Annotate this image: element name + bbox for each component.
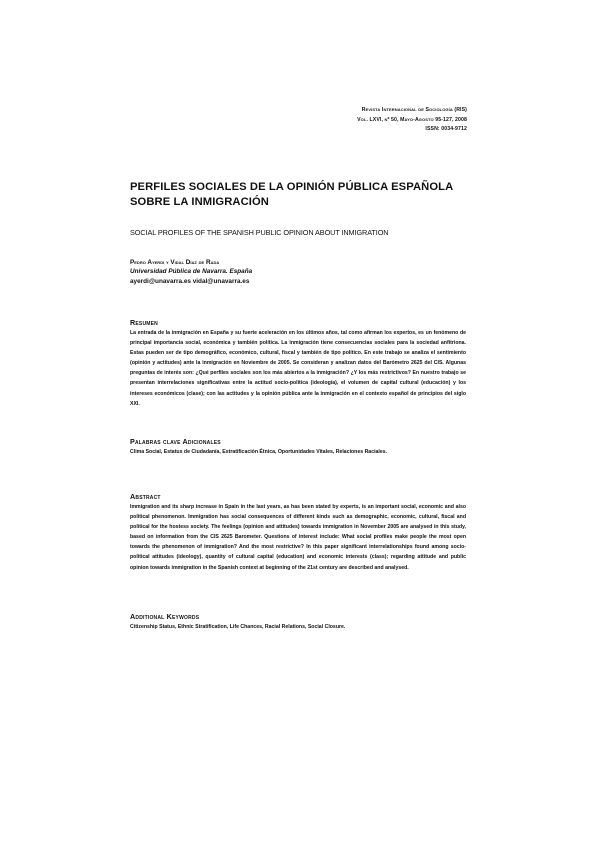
resumen-heading: Resumen <box>130 318 158 327</box>
journal-name: Revista Internacional de Sociología (RIS) <box>361 107 467 113</box>
journal-issn: ISSN: 0034-9712 <box>425 126 467 132</box>
palabras-heading: Palabras clave Adicionales <box>130 437 221 446</box>
author-affiliation: Universidad Pública de Navarra. España <box>130 268 253 276</box>
authors-block <box>130 258 470 286</box>
palabras-section <box>130 437 466 457</box>
abstract-text: Immigration and its sharp increase in Spain in the last years, as has been stated by experts, is an important social, economic and also political phenomenon. Immigration has social consequences of different kinds such as demographic, economic, cultural, fiscal and political for the hostess society. The feelings (opinion and attitudes) towards immigration in November 2005 are analysed in this study, based on information from the CIS 2625 Barometer. Questions of interest include: What social profiles make people the most open towards the phenomenon of immigration? And the most restrictive? In this paper significant interrelationships found among socio-political attitudes (ideology), quantity of cultural capital (education) and economic interests (class); regarding attitude and public opinion towards immigration in the Spanish context at beginning of the 21st century are described and analysed. <box>130 504 466 571</box>
abstract-section <box>130 492 466 573</box>
abstract-heading: Abstract <box>130 492 161 501</box>
resumen-section <box>130 318 466 409</box>
article-title <box>130 180 470 210</box>
title-line-2: SOBRE LA INMIGRACIÓN <box>130 196 269 208</box>
keywords-heading: Additional Keywords <box>130 612 200 621</box>
journal-info <box>357 106 467 135</box>
author-names: Pedro Ayerdi y Vidal Díaz de Rada <box>130 259 220 266</box>
title-line-1: PERFILES SOCIALES DE LA OPINIÓN PÚBLICA ESPAÑOLA <box>130 181 454 193</box>
resumen-text: La entrada de la inmigración en España y su fuerte aceleración en los últimos años, tal como afirman los expertos, es un fenómeno de principal importancia social, económica y también política. La inmigración tiene consecuencias sociales para la sociedad anfitriona. Estas pueden ser de tipo demográfico, económico, cultural, fiscal y también de tipo político. En este trabajo se analiza el sentimiento (opinión y actitudes) ante la inmigración en Noviembre de 2005. Se consideran y analizan datos del Barómetro 2625 del CIS. Algunas preguntas de interés son: ¿Qué perfiles sociales son los más abiertos a la inmigración? ¿Y los más restrictivos? En nuestro trabajo se presentan interrelaciones significativas entre la actitud socio-política (ideología), el volumen de capital cultural (educación) y los intereses económicos (clase); con las actitudes y la opinión pública ante la inmigración en el contexto español de principios del siglo XXI. <box>130 330 466 407</box>
palabras-text: Clima Social, Estatus de Ciudadanía, Estratificación Étnica, Oportunidades Vitales, Relaciones Raciales. <box>130 449 388 455</box>
keywords-section <box>130 612 466 632</box>
keywords-text: Citizenship Status, Ethnic Stratification, Life Chances, Racial Relations, Social Closure. <box>130 624 346 630</box>
journal-volume: Vol. LXVI, nº 50, Mayo-Agosto 95-127, 2008 <box>357 116 467 123</box>
article-subtitle: SOCIAL PROFILES OF THE SPANISH PUBLIC OPINION ABOUT INMIGRATION <box>130 228 389 237</box>
author-emails: ayerdi@unavarra.es vidal@unavarra.es <box>130 277 250 285</box>
